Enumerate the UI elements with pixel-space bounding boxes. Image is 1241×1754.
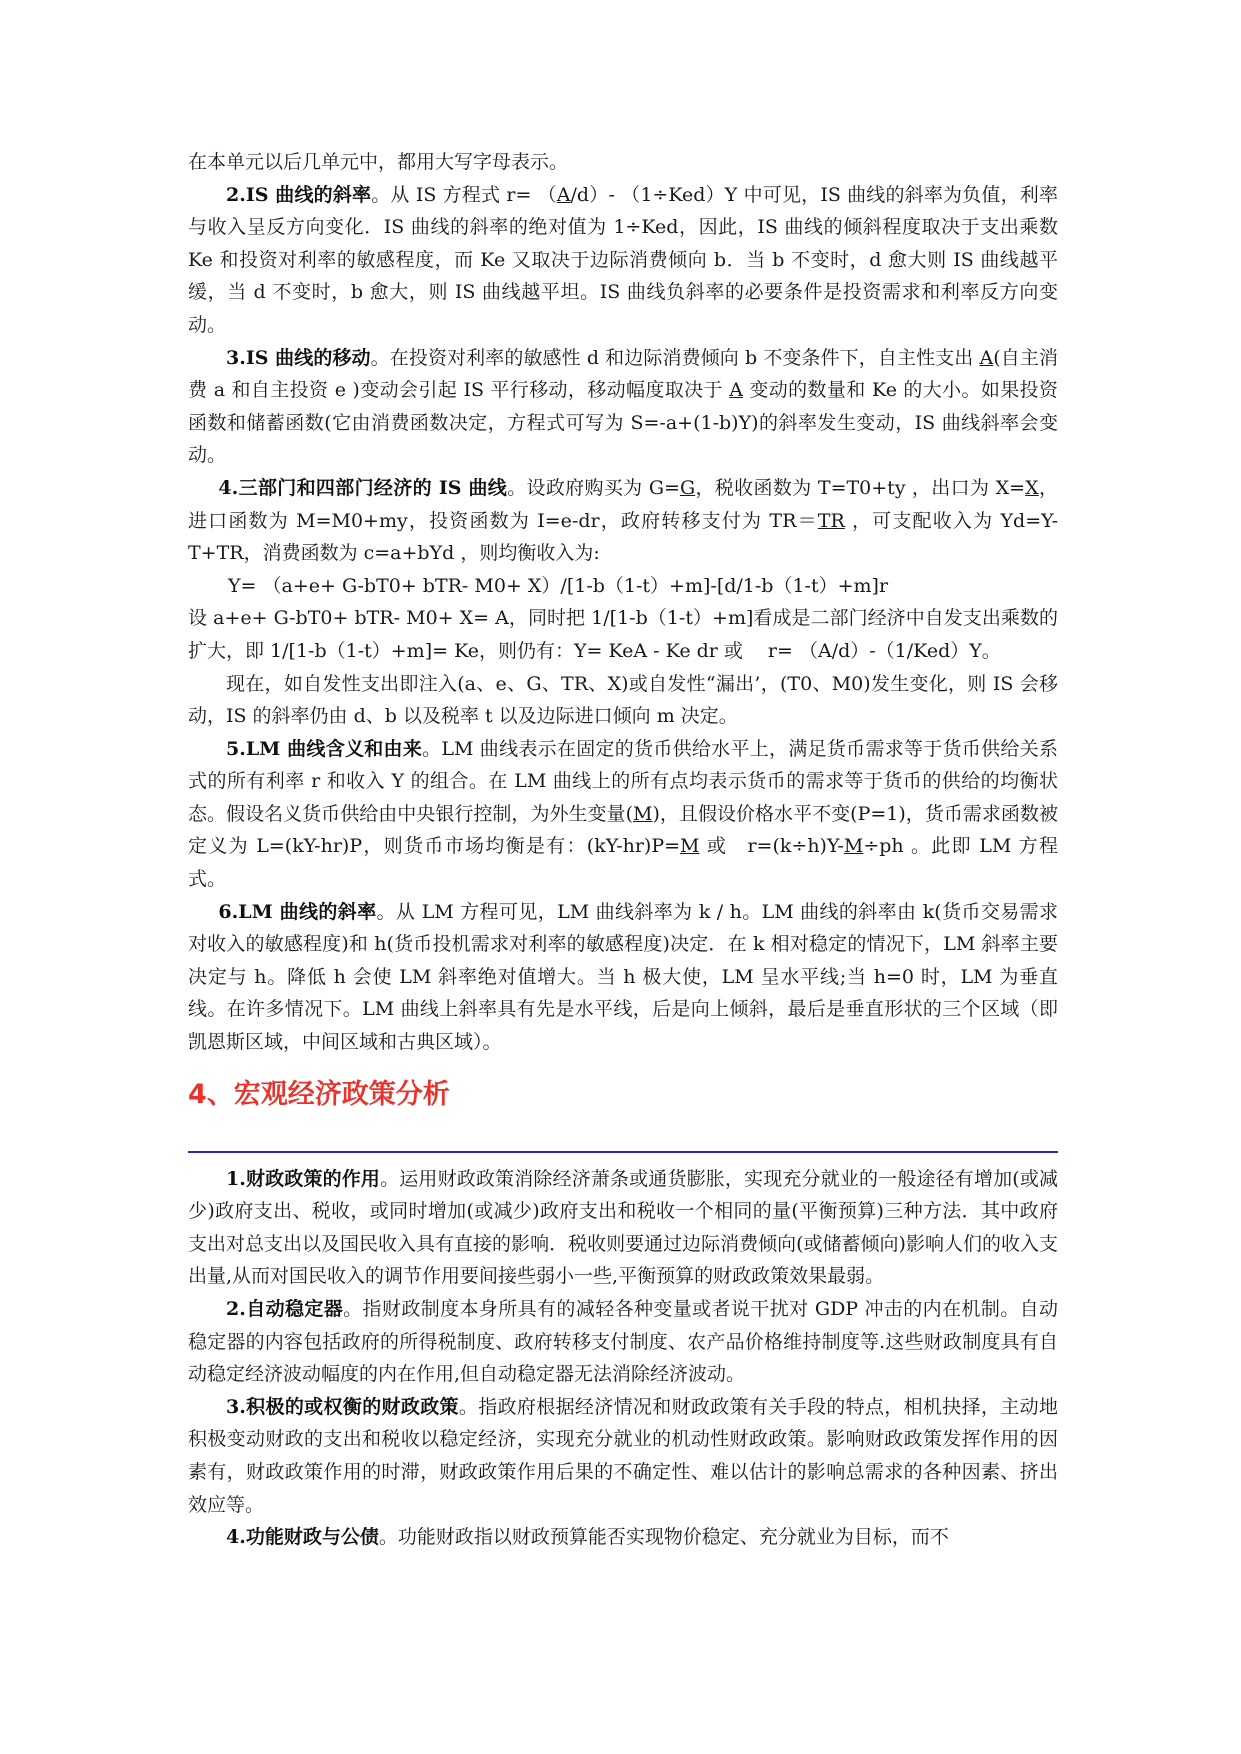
heading-lm-meaning: 5.LM 曲线含义和由来	[226, 737, 423, 760]
paragraph-active-policy	[188, 1391, 1058, 1521]
equilibrium-formula: Y= （a+e+ G-bT0+ bTR- M0+ X）/[1-b（1-t）+m]-[d/1-b（1-t）+m]r	[228, 574, 889, 597]
symbol-m: M	[843, 835, 864, 858]
symbol-a: A	[729, 379, 743, 402]
text: /d）- （1÷Ked）Y 中可见，IS 曲线的斜率为负值，利率与收入呈反方向变化．IS 曲线的斜率的绝对值为 1÷Ked，因此，IS 曲线的倾斜程度取决于支出乘数 Ke 和投资对利率的敏感程度，而 Ke 又取决于边际消费倾向 b．当 b 不变时，d 愈大则 IS 曲线越平缓，当 d 不变时，b 愈大，则 IS 曲线越平坦。IS 曲线负斜率的必要条件是投资需求和利率反方向变动。	[188, 183, 1058, 336]
heading-is-slope: 2.IS 曲线的斜率	[226, 183, 372, 206]
text: 。从 IS 方程式 r= （	[371, 183, 557, 206]
text: (自主消费 a 和自主投资 e )变动会引起 IS 平行移动，移动幅度取决于	[188, 346, 1058, 402]
paragraph-multiplier: 设 a+e+ G-bT0+ bTR- M0+ X= A，同时把 1/[1-b（1-t）+m]看成是二部门经济中自发支出乘数的扩大，即 1/[1-b（1-t）+m]= Ke，则仍有：Y= KeA - Ke dr 或 r= （A/d）-（1/Ked）Y。	[188, 607, 1058, 662]
symbol-a: A	[979, 346, 994, 369]
document-page	[188, 146, 1058, 1554]
section-title: 4、宏观经济政策分析	[188, 1078, 450, 1110]
symbol-m: M	[633, 802, 653, 825]
heading-is-sectors: 4.三部门和四部门经济的 IS 曲线	[218, 476, 508, 499]
symbol-x: X	[1025, 476, 1039, 499]
section-divider	[188, 1151, 1058, 1153]
text: ÷ph 。此即 LM 方程式。	[188, 835, 1058, 891]
paragraph-lm-meaning	[188, 733, 1058, 896]
heading-fiscal-role: 1.财政政策的作用	[226, 1167, 381, 1190]
text: 或 r=(k÷h)Y-	[699, 835, 844, 858]
paragraph-fiscal-role	[188, 1163, 1058, 1293]
heading-active-policy: 3.积极的或权衡的财政政策	[226, 1395, 459, 1418]
text: )，且假设价格水平不变(P=1)，货币需求函数被定义为 L=(kY-hr)P，则货币市场均衡是有：(kY-hr)P=	[188, 802, 1058, 858]
text: 。运用财政政策消除经济萧条或通货膨胀，实现充分就业的一般途径有增加(或减少)政府支出、税收，或同时增加(或减少)政府支出和税收一个相同的量(平衡预算)三种方法．其中政府支出对总支出以及国民收入具有直接的影响．税收则要通过边际消费倾向(或储蓄倾向)影响人们的收入支出量,从而对国民收入的调节作用要间接些弱小一些,平衡预算的财政政策效果最弱。	[188, 1167, 1058, 1288]
text: 。从 LM 方程可见，LM 曲线斜率为 k / h。LM 曲线的斜率由 k(货币交易需求对收入的敏感程度)和 h(货币投机需求对利率的敏感程度)决定．在 k 相对稳定的情况下，LM 斜率主要决定与 h。降低 h 会使 LM 斜率绝对值增大。当 h 极大使，LM 呈水平线;当 h=0 时，LM 为垂直线。在许多情况下。LM 曲线上斜率具有先是水平线，后是向上倾斜，最后是垂直形状的三个区域（即凯恩斯区域，中间区域和古典区域）。	[188, 900, 1058, 1054]
paragraph-lm-slope	[188, 896, 1058, 1059]
heading-auto-stabilizer: 2.自动稳定器	[226, 1298, 344, 1320]
paragraph-functional-finance	[188, 1521, 1058, 1554]
text: 变动的数量和 Ke 的大小。如果投资函数和储蓄函数(它由消费函数决定，方程式可写为 S=-a+(1-b)Y)的斜率发生变动，IS 曲线斜率会变动。	[188, 379, 1058, 467]
symbol-m: M	[680, 835, 700, 858]
text: ，进口函数为 M=M0+my，投资函数为 I=e-dr，政府转移支付为 TR＝	[188, 476, 1058, 532]
text: 。LM 曲线表示在固定的货币供给水平上，满足货币需求等于货币供给关系式的所有利率 r 和收入 Y 的组合。在 LM 曲线上的所有点均表示货币的需求等于货币的供给的均衡状态。假设名义货币供给由中央银行控制，为外生变量(	[188, 737, 1058, 825]
symbol-tr: TR	[817, 509, 845, 532]
text: ，税收函数为 T=T0+ty ，出口为 X=	[695, 476, 1026, 499]
paragraph-is-sectors	[188, 472, 1058, 570]
paragraph-auto-stabilizer	[188, 1293, 1058, 1391]
symbol-a: A	[556, 183, 571, 206]
paragraph-is-slope	[188, 179, 1058, 342]
text: 。功能财政指以财政预算能否实现物价稳定、充分就业为目标，而不	[378, 1526, 949, 1549]
text: 。设政府购买为 G=	[507, 476, 680, 499]
paragraph-is-move: 现在，如自发性支出即注入(a、e、G、TR、X)或自发性“漏出’，(T0、M0)发生变化，则 IS 会移动，IS 的斜率仍由 d、b 以及税率 t 以及边际进口倾向 m 决定。	[188, 672, 1058, 728]
paragraph-is-shift	[188, 342, 1058, 472]
paragraph-intro: 在本单元以后几单元中，都用大写字母表示。	[188, 151, 569, 173]
symbol-g: G	[679, 476, 696, 499]
text: 。在投资对利率的敏感性 d 和边际消费倾向 b 不变条件下，自主性支出	[370, 346, 980, 369]
text: 。指财政制度本身所具有的减轻各种变量或者说干扰对 GDP 冲击的内在机制。自动稳定器的内容包括政府的所得税制度、政府转移支付制度、农产品价格维持制度等.这些财政制度具有自动稳定经济波动幅度的内在作用,但自动稳定器无法消除经济波动。	[188, 1298, 1059, 1386]
text: 。指政府根据经济情况和财政政策有关手段的特点，相机抉择，主动地积极变动财政的支出和税收以稳定经济，实现充分就业的机动性财政政策。影响财政政策发挥作用的因素有，财政政策作用的时滞，财政政策作用后果的不确定性、难以估计的影响总需求的各种因素、挤出效应等。	[188, 1395, 1058, 1516]
heading-is-shift: 3.IS 曲线的移动	[226, 346, 371, 369]
heading-functional-finance: 4.功能财政与公债	[226, 1526, 379, 1549]
text: ，可支配收入为 Yd=Y-T+TR，消费函数为 c=a+bYd ，则均衡收入为:	[188, 509, 1058, 565]
heading-lm-slope: 6.LM 曲线的斜率	[218, 900, 377, 923]
